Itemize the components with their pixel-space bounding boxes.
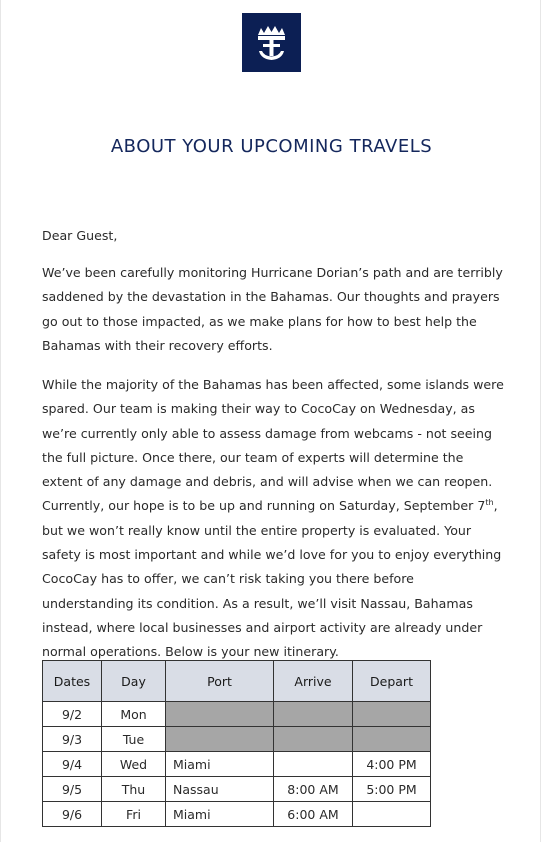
cell-day: Tue: [102, 727, 166, 752]
cell-port: [166, 702, 274, 727]
cell-depart: [353, 702, 431, 727]
itinerary-table: [42, 660, 431, 827]
cell-arrive: 6:00 AM: [274, 802, 353, 827]
brand-logo[interactable]: [242, 13, 301, 72]
table-header-row: [43, 661, 431, 702]
paragraph-intro: We’ve been carefully monitoring Hurricane Dorian’s path and are terribly saddened by the devastation in the Bahamas. Our thoughts and prayers go out to those impacted, as we make plans for how to best help the Bahamas with their recovery efforts.: [42, 265, 503, 353]
cell-port: [166, 727, 274, 752]
cell-port: Miami: [166, 752, 274, 777]
header-port: Port: [166, 661, 274, 702]
cell-date: 9/2: [43, 702, 102, 727]
crown-anchor-icon: [242, 13, 301, 72]
paragraph-details-part1: While the majority of the Bahamas has been affected, some islands were spared. Our team is making their way to CocoCay on Wednesday, as we’re currently only able to assess damage from webcams - not seeing the full picture. Once there, our team of experts will determine the extent of any damage and debris, and will advise when we can reopen. Currently, our hope is to be up and running on Saturday, September 7: [42, 377, 504, 514]
header-day: Day: [102, 661, 166, 702]
cell-date: 9/5: [43, 777, 102, 802]
header-depart: Depart: [353, 661, 431, 702]
cell-arrive: 8:00 AM: [274, 777, 353, 802]
cell-day: Fri: [102, 802, 166, 827]
header-dates: Dates: [43, 661, 102, 702]
cell-depart: [353, 802, 431, 827]
table-row: [43, 802, 431, 827]
cell-day: Thu: [102, 777, 166, 802]
page-title: ABOUT YOUR UPCOMING TRAVELS: [110, 136, 433, 157]
header-arrive: Arrive: [274, 661, 353, 702]
table-row: [43, 777, 431, 802]
table-row: [43, 702, 431, 727]
cell-day: Wed: [102, 752, 166, 777]
cell-arrive: [274, 727, 353, 752]
cell-depart: 5:00 PM: [353, 777, 431, 802]
cell-date: 9/6: [43, 802, 102, 827]
cell-depart: 4:00 PM: [353, 752, 431, 777]
table-row: [43, 727, 431, 752]
ordinal-suffix: th: [485, 498, 494, 508]
greeting: Dear Guest,: [42, 228, 118, 243]
cell-day: Mon: [102, 702, 166, 727]
table-row: [43, 752, 431, 777]
cell-port: Miami: [166, 802, 274, 827]
paragraph-details-part2: , but we won’t really know until the entire property is evaluated. Your safety is most important and while we’d love for you to enjoy everything CocoCay has to offer, we can’t risk taking you there before understanding its condition. As a result, we’ll visit Nassau, Bahamas instead, where local businesses and airport activity are already under normal operations. Below is your new itinerary.: [42, 498, 502, 660]
cell-depart: [353, 727, 431, 752]
cell-arrive: [274, 702, 353, 727]
cell-port: Nassau: [166, 777, 274, 802]
cell-date: 9/3: [43, 727, 102, 752]
cell-arrive: [274, 752, 353, 777]
cell-date: 9/4: [43, 752, 102, 777]
paragraph-details: [42, 373, 504, 665]
